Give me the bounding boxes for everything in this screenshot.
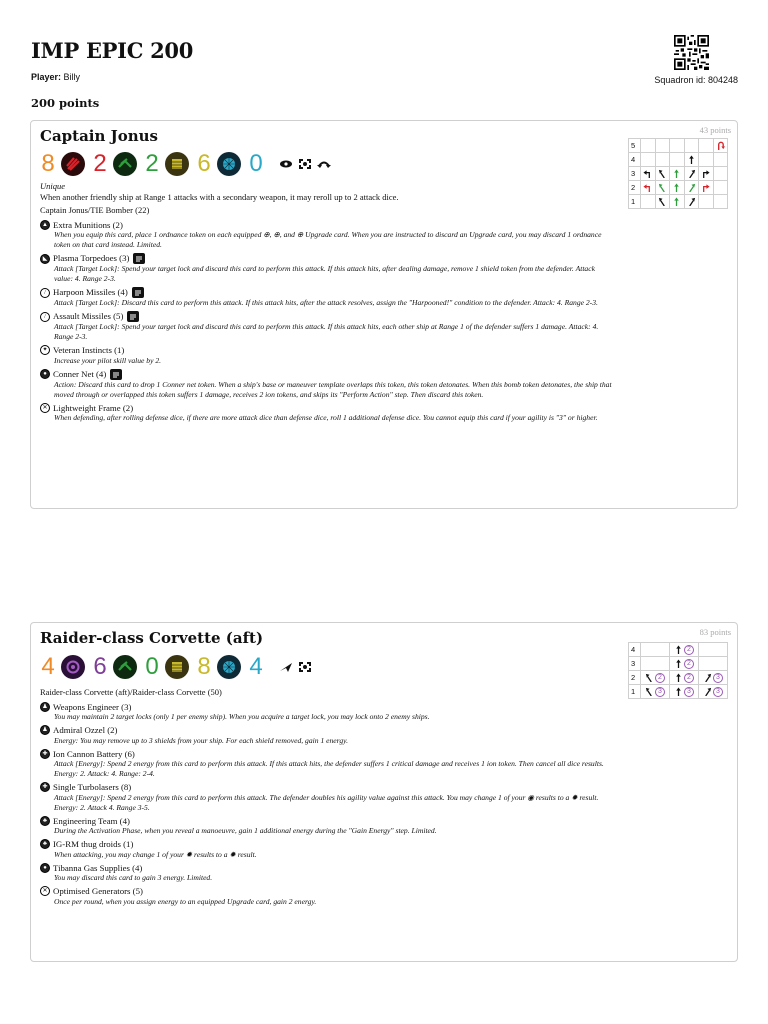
pilot-line: Raider-class Corvette (aft)/Raider-class Corvette (50) (40, 687, 222, 697)
bank-right-white-icon (703, 673, 712, 682)
agility-icon (113, 655, 137, 679)
ship-details (40, 687, 612, 910)
title-icon: ✕ (40, 403, 50, 413)
energy-value: 6 (93, 653, 107, 680)
dial-speed: 2 (629, 671, 641, 685)
target-lock-action-icon (298, 661, 312, 673)
energy-gain: 3 (684, 687, 694, 697)
dial-row (629, 167, 728, 181)
upgrade-text: Attack [Energy]: Spend 2 energy from this card to perform this attack. If this attack hits, the defender suffers 1 critical damage and receives 1 ion token. Then cancel all dice results. Energy: 2. Attack: 4. Range: 2-4. (54, 759, 604, 778)
bank-left-green-icon (658, 183, 667, 192)
attack-icon (61, 152, 85, 176)
ordnance-tag-icon (110, 369, 122, 380)
focus-action-icon (279, 158, 293, 170)
crew-icon: ♟ (40, 702, 50, 712)
hull-icon (165, 655, 189, 679)
bank-left-white-icon (658, 197, 667, 206)
upgrade-name: Tibanna Gas Supplies (4) (53, 862, 143, 873)
upgrade-text: Action: Discard this card to drop 1 Conner net token. When a ship's base or maneuver template overlaps this token, this token detonates. When this bomb token detonates, the ship that moved through or overlapped this token suffers 1 damage, receives 2 ion tokens, and skips its "Perform Action" step. Then discard this token. (54, 379, 612, 399)
dial-speed: 3 (629, 167, 641, 181)
dial-row (629, 671, 728, 685)
modification-icon: ▲ (40, 220, 50, 230)
straight-green-icon (672, 169, 681, 178)
ship-card-captain-jonus (30, 120, 738, 509)
unique-label: Unique (40, 181, 66, 191)
dial-row (629, 657, 728, 671)
upgrade-text: When you equip this card, place 1 ordnance token on each equipped ⊕, ⊕, and ⊕ Upgrade card. When you are instructed to discard an Upgrade card, you may discard 1 ordnance token on that card instead. Limited. (54, 230, 602, 249)
turn-right-white-icon (701, 169, 710, 178)
bomb-icon: ● (40, 369, 50, 379)
upgrade-text: Attack [Target Lock]: Spend your target lock and discard this card to perform this attack. If this attack hits, after dealing damage, remove 1 shield token from the defender. Attack value: 4. Range 2-3. (54, 264, 595, 283)
hull-value: 6 (197, 150, 211, 177)
turn-right-red-icon (701, 183, 710, 192)
hardpoint-icon: ✚ (40, 782, 50, 792)
upgrade-text: During the Activation Phase, when you reveal a manoeuvre, gain 1 additional energy during the "Gain Energy" step. Limited. (54, 826, 437, 835)
upgrade-conner-net (40, 369, 612, 400)
total-points: 200 points (31, 96, 100, 110)
barrel-roll-action-icon (317, 158, 331, 170)
maneuver-dial (628, 138, 728, 209)
upgrade-text: When defending, after rolling defense dice, if there are more attack dice than defense dice, roll 1 additional defense dice. You cannot equip this card if your agility is "3" or higher. (54, 413, 598, 422)
torpedo-icon: ◣ (40, 254, 50, 264)
document-title: IMP EPIC 200 (31, 38, 194, 63)
upgrade-name: Optimised Generators (5) (53, 886, 143, 896)
maneuver-dial (628, 642, 728, 699)
dial-speed: 4 (629, 643, 641, 657)
upgrade-name: Admiral Ozzel (2) (53, 725, 118, 735)
dial-speed: 2 (629, 181, 641, 195)
player-name: Billy (63, 72, 81, 82)
dial-speed: 1 (629, 685, 641, 699)
player-label: Player: (31, 72, 62, 82)
dial-row (629, 685, 728, 699)
ship-points: 83 points (699, 627, 731, 637)
upgrade-name: IG-RM thug droids (1) (53, 839, 134, 849)
upgrade-tibanna-gas-supplies (40, 863, 612, 884)
energy-gain: 2 (684, 645, 694, 655)
straight-white-icon (674, 673, 683, 682)
upgrade-text: Attack [Target Lock]: Discard this card to perform this attack. If this attack hits, after the attack resolves, assign the "Harpooned!" condition to the defender. Attack: 4. Range 2-3. (54, 298, 598, 307)
upgrade-name: Ion Cannon Battery (6) (53, 748, 135, 759)
upgrade-extra-munitions (40, 220, 612, 251)
k-turn-red-icon (716, 141, 725, 150)
ship-name: Captain Jonus (40, 127, 158, 145)
upgrade-name: Engineering Team (4) (53, 815, 130, 826)
turn-left-white-icon (643, 169, 652, 178)
bank-left-white-icon (645, 673, 654, 682)
upgrade-plasma-torpedoes (40, 253, 612, 284)
upgrade-single-turbolasers (40, 782, 612, 813)
dial-row (629, 153, 728, 167)
attack-value: 2 (93, 150, 107, 177)
hull-icon (165, 152, 189, 176)
shield-icon (217, 655, 241, 679)
straight-green-icon (672, 183, 681, 192)
shield-value: 0 (249, 150, 263, 177)
pilot-line: Captain Jonus/TIE Bomber (22) (40, 205, 150, 215)
upgrade-text: When attacking, you may change 1 of your ✹ results to a ✹ result. (54, 849, 257, 859)
energy-gain: 2 (684, 659, 694, 669)
upgrade-text: Attack [Energy]: Spend 2 energy from this card to perform this attack. The defender doubles his agility value against this attack. You may change 1 of your ◉ results to a ✹ result. Energy: 2. Attack 4. Range 3-5. (54, 792, 599, 812)
upgrade-text: You may discard this card to gain 3 energy. Limited. (54, 873, 213, 882)
upgrade-lightweight-frame (40, 403, 612, 424)
dial-row (629, 643, 728, 657)
upgrade-veteran-instincts (40, 345, 612, 366)
action-bar (279, 661, 312, 673)
pilot-skill: 4 (41, 653, 55, 680)
elite-icon: ✦ (40, 345, 50, 355)
ordnance-tag-icon (127, 311, 139, 322)
ship-card-raider-corvette (30, 622, 738, 962)
pilot-ability: When another friendly ship at Range 1 attacks with a secondary weapon, it may reroll up to 2 attack dice. (40, 191, 399, 202)
missile-icon: / (40, 312, 50, 322)
coordinate-action-icon (279, 661, 293, 673)
upgrade-name: Assault Missiles (5) (53, 311, 124, 322)
upgrade-optimised-generators (40, 886, 612, 907)
dial-speed: 5 (629, 139, 641, 153)
upgrade-assault-missiles (40, 311, 612, 342)
hardpoint-icon: ✚ (40, 749, 50, 759)
dial-row (629, 195, 728, 209)
ship-stats (39, 150, 331, 178)
upgrade-text: Increase your pilot skill value by 2. (54, 355, 162, 365)
straight-white-icon (674, 687, 683, 696)
ordnance-tag-icon (133, 253, 145, 264)
team-icon: ♣ (40, 839, 50, 849)
shield-value: 4 (249, 653, 263, 680)
straight-white-icon (687, 155, 696, 164)
target-lock-action-icon (298, 158, 312, 170)
title-icon: ✕ (40, 886, 50, 896)
upgrade-name: Veteran Instincts (1) (53, 345, 125, 355)
upgrade-weapons-engineer (40, 702, 612, 723)
energy-gain: 3 (713, 687, 723, 697)
bank-right-white-icon (687, 169, 696, 178)
ship-name: Raider-class Corvette (aft) (40, 629, 264, 647)
team-icon: ♣ (40, 816, 50, 826)
missile-icon: / (40, 288, 50, 298)
dial-speed: 1 (629, 195, 641, 209)
upgrade-text: Attack [Target Lock]: Spend your target lock and discard this card to perform this attack. If this attack hits, each other ship at Range 1 of the defender suffers 1 damage. Attack: 4. Range 2-3. (54, 322, 599, 341)
straight-white-icon (674, 645, 683, 654)
upgrade-admiral-ozzel (40, 725, 612, 746)
upgrade-harpoon-missiles (40, 287, 612, 308)
agility-value: 0 (145, 653, 159, 680)
upgrade-name: Conner Net (4) (53, 368, 107, 379)
ship-points: 43 points (699, 125, 731, 135)
dial-row (629, 139, 728, 153)
ordnance-tag-icon (132, 287, 144, 298)
pilot-skill: 8 (41, 150, 55, 177)
upgrade-ig-rm-thug-droids (40, 839, 612, 860)
straight-white-icon (674, 659, 683, 668)
energy-gain: 2 (655, 673, 665, 683)
player-line (31, 72, 80, 82)
bank-left-white-icon (658, 169, 667, 178)
agility-value: 2 (145, 150, 159, 177)
bank-left-white-icon (645, 687, 654, 696)
upgrade-text: You may maintain 2 target locks (only 1 per enemy ship). When you acquire a target lock, you may lock onto 2 enemy ships. (54, 712, 430, 721)
upgrade-text: Energy: You may remove up to 3 shields from your ship. For each shield removed, gain 1 energy. (54, 735, 348, 745)
upgrade-ion-cannon-battery (40, 749, 612, 780)
upgrade-name: Harpoon Missiles (4) (53, 287, 128, 298)
agility-icon (113, 152, 137, 176)
action-bar (279, 158, 331, 170)
dial-speed: 4 (629, 153, 641, 167)
crew-icon: ♟ (40, 725, 50, 735)
upgrade-engineering-team (40, 816, 612, 837)
upgrade-text: Once per round, when you assign energy to an equipped Upgrade card, gain 2 energy. (54, 896, 317, 906)
energy-gain: 3 (713, 673, 723, 683)
dial-row (629, 181, 728, 195)
upgrade-name: Lightweight Frame (2) (53, 402, 134, 413)
bank-right-green-icon (687, 183, 696, 192)
straight-green-icon (672, 197, 681, 206)
energy-gain: 2 (684, 673, 694, 683)
qr-code-icon (674, 35, 709, 70)
shield-icon (217, 152, 241, 176)
energy-icon (61, 655, 85, 679)
upgrade-name: Weapons Engineer (3) (53, 701, 132, 712)
ship-details (40, 181, 612, 426)
energy-gain: 3 (655, 687, 665, 697)
upgrade-name: Plasma Torpedoes (3) (53, 253, 130, 264)
upgrade-name: Extra Munitions (2) (53, 219, 123, 230)
bank-right-white-icon (687, 197, 696, 206)
ship-stats (39, 653, 312, 681)
upgrade-name: Single Turbolasers (8) (53, 782, 132, 792)
squadron-id: Squadron id: 804248 (654, 75, 738, 85)
bank-right-white-icon (703, 687, 712, 696)
cargo-icon: ● (40, 863, 50, 873)
hull-value: 8 (197, 653, 211, 680)
turn-left-red-icon (643, 183, 652, 192)
dial-speed: 3 (629, 657, 641, 671)
